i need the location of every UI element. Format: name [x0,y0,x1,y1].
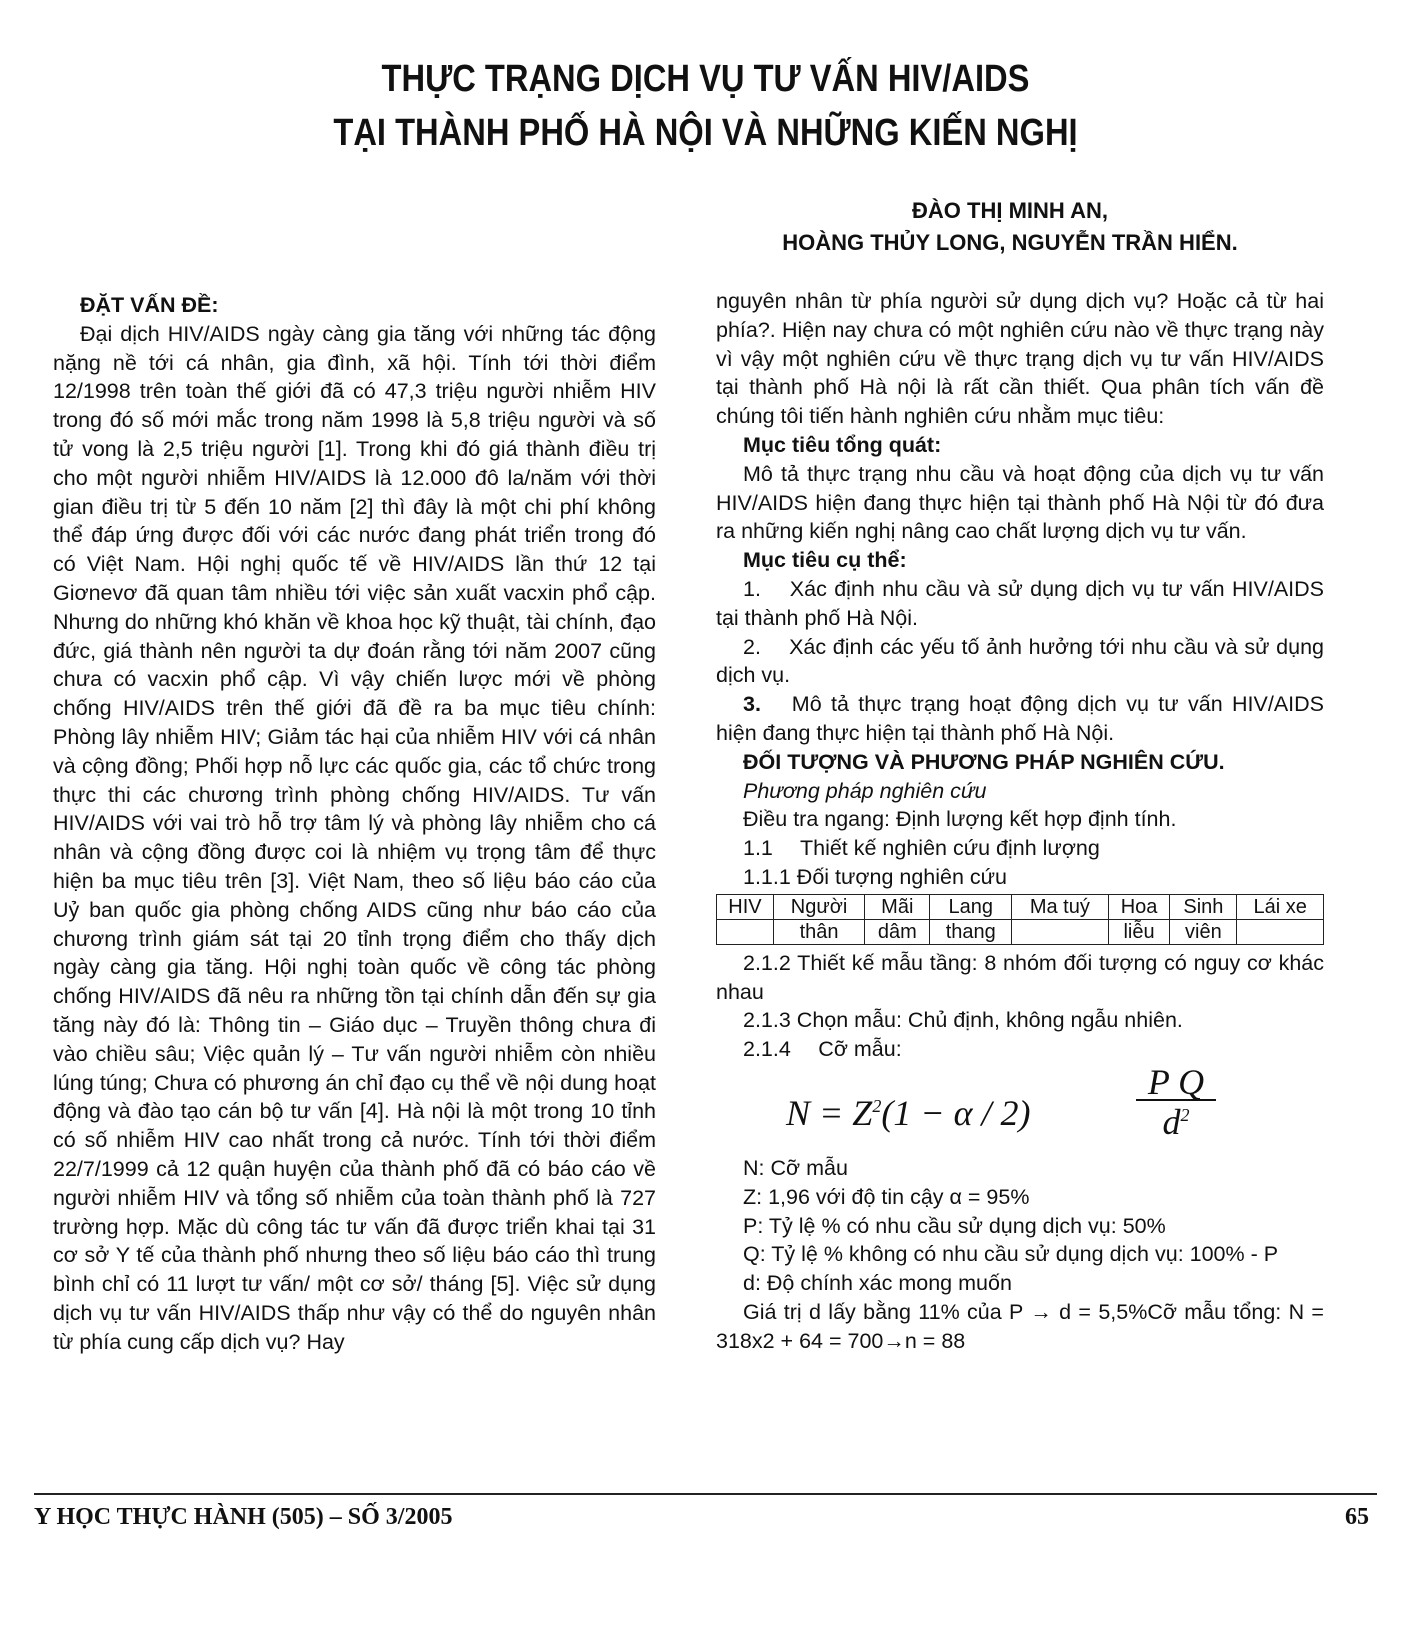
table-cell: Mãi [865,894,930,919]
sample-selection: 2.1.3 Chọn mẫu: Chủ định, không ngẫu nhiên. [743,1008,1183,1033]
formula-denominator-exponent: 2 [1180,1104,1190,1125]
formula-fraction [1136,1061,1216,1142]
formula-lhs [786,1092,1031,1133]
survey-type: Điều tra ngang: Định lượng kết hợp định tính. [743,807,1177,832]
sample-size-formula [716,1061,1324,1154]
formula-denominator [1136,1101,1216,1142]
objective-3-number: 3. [743,692,761,717]
section-heading-introduction: ĐẶT VẤN ĐỀ: [80,293,219,317]
definition-q: Q: Tỷ lệ % không có nhu cầu sử dụng dịch vụ: 100% - P [743,1242,1279,1267]
general-objective-text: Mô tả thực trạng nhu cầu và hoạt động của dịch vụ tư vấn HIV/AIDS hiện đang thực hiện tại thành phố Hà Nội từ đó đưa ra những kiến nghị nâng cao chất lượng dịch vụ tư vấn. [716,461,1324,544]
table-cell [1012,919,1109,944]
sample-design: 2.1.2 Thiết kế mẫu tầng: 8 nhóm đối tượng có nguy cơ khác nhau [716,950,1324,1004]
table-cell: dâm [865,919,930,944]
table-cell: liễu [1108,919,1170,944]
table-row [717,919,1324,944]
table-cell: HIV [717,894,774,919]
journal-name: Y HỌC THỰC HÀNH (505) – SỐ 3/2005 [34,1504,453,1530]
table-cell: Hoa [1108,894,1170,919]
objective-3-text: Mô tả thực trạng hoạt động dịch vụ tư vấn HIV/AIDS hiện đang thực hiện tại thành phố Hà Nội. [716,692,1324,745]
introduction-paragraph: Đại dịch HIV/AIDS ngày càng gia tăng với những tác động nặng nề tới cá nhân, gia đình, xã hội. Tính tới thời điểm 12/1998 trên toàn thế giới đã có 47,3 triệu người nhiễm HIV trong đó số mới mắc trong năm 1998 là 5,8 triệu người và số tử vong là 2,5 triệu người [1]. Trong khi đó giá thành điều trị cho một người nhiễm HIV/AIDS là 12.000 đô la/năm với thời gian điều trị từ 5 đến 10 năm [2] thì đây là một chi phí không thể đáp ứng được đối với các nước đang phát triển trong đó có Việt Nam. Hội nghị quốc tế về HIV/AIDS lần thứ 12 tại Giơnevơ đã quan tâm nhiều tới việc sản xuất vacxin phổ cập. Nhưng do những khó khăn về khoa học kỹ thuật, tài chính, đạo đức, giá thành nên người ta dự đoán rằng tới năm 2007 cũng chưa có vacxin phổ cập. Vì vậy chiến lược mới về phòng chống HIV/AIDS trên thế giới đã đề ra ba mục tiêu chính: Phòng lây nhiễm HIV; Giảm tác hại của nhiễm HIV với cá nhân và cộng đồng; Phối hợp nỗ lực các quốc gia, các tổ chức trong thực thi các chương trình phòng chống HIV/AIDS. Tư vấn HIV/AIDS với vai trò hỗ trợ tâm lý và phòng lây nhiễm cho cá nhân và cộng đồng được coi là nhiệm vụ trọng tâm để thực hiện ba mục tiêu trên [3]. Việt Nam, theo số liệu báo cáo của Uỷ ban quốc gia phòng chống AIDS cũng như báo cáo của chương trình giám sát tại 20 tỉnh trọng điểm cho thấy dịch ngày càng gia tăng. Hội nghị toàn quốc về công tác phòng chống HIV/AIDS đã nêu ra những tồn tại chính dẫn đến sự gia tăng này đó là: Thông tin – Giáo dục – Truyền thông chưa đi vào chiều sâu; Việc quản lý – Tư vấn người nhiễm còn nhiều lúng túng; Chưa có phương án chỉ đạo cụ thể về nội dung hoạt động và đào tạo cán bộ tư vấn [4]. Hà nội là một trong 10 tỉnh có số nhiễm HIV cao nhất trong cả nước. Tính tới thời điểm 22/7/1999 cả 12 quận huyện của thành phố đã có báo cáo về người nhiễm HIV và tổng số nhiễm của toàn thành phố là 727 trường hợp. Mặc dù công tác tư vấn đã được triển khai tại 31 cơ sở Y tế của thành phố nhưng theo số liệu báo cáo thì trung bình chỉ có 11 lượt tư vấn/ một cơ sở/ tháng [5]. Việc sử dụng dịch vụ tư vấn HIV/AIDS thấp như vậy có thể do nguyên nhân từ phía cung cấp dịch vụ? Hay [53,321,656,1354]
objective-1: 1. Xác định nhu cầu và sử dụng dịch vụ tư vấn HIV/AIDS tại thành phố Hà Nội. [716,576,1324,630]
definition-d: d: Độ chính xác mong muốn [743,1271,1012,1296]
general-objective-heading: Mục tiêu tổng quát: [743,432,942,457]
formula-exponent: 2 [872,1095,882,1116]
formula-n-equals-z: N = Z [786,1092,873,1133]
objective-2: 2. Xác định các yếu tố ảnh hưởng tới nhu cầu và sử dụng dịch vụ. [716,634,1324,688]
authors [740,195,1280,259]
methods-subheading: Phương pháp nghiên cứu [743,778,987,803]
introduction-continuation: nguyên nhân từ phía người sử dụng dịch vụ? Hoặc cả từ hai phía?. Hiện nay chưa có một nghiên cứu nào về thực trạng này vì vậy một nghiên cứu về thực trạng dịch vụ tư vấn HIV/AIDS tại thành phố Hà nội là rất cần thiết. Qua phân tích vấn đề chúng tôi tiến hành nghiên cứu nhằm mục tiêu: [716,289,1324,429]
specific-objectives-heading: Mục tiêu cụ thể: [743,548,907,573]
sample-size: 2.1.4 Cỡ mẫu: [743,1037,902,1062]
page-number: 65 [1345,1504,1369,1530]
definition-z: Z: 1,96 với độ tin cậy α = 95% [743,1184,1030,1209]
table-cell: Lang [930,894,1012,919]
table-cell: Sinh [1170,894,1237,919]
right-column [716,287,1324,1356]
table-cell [717,919,774,944]
definition-n: N: Cỡ mẫu [743,1155,848,1180]
formula-middle: (1 − α / 2) [881,1092,1031,1133]
formula-denominator-base: d [1162,1101,1181,1142]
authors-line-2: HOÀNG THỦY LONG, NGUYỄN TRẦN HIỂN. [782,230,1238,255]
table-cell [1237,919,1324,944]
objective-3 [716,690,1324,748]
table-row [717,894,1324,919]
table-cell: thân [773,919,864,944]
definition-p: P: Tỷ lệ % có nhu cầu sử dụng dịch vụ: 50% [743,1213,1166,1238]
table-cell: thang [930,919,1012,944]
formula-numerator: P Q [1136,1068,1216,1101]
table-cell: Người [773,894,864,919]
title-line-2: TẠI THÀNH PHỐ HÀ NỘI VÀ NHỮNG KIẾN NGHỊ [333,112,1078,154]
study-subjects: 1.1.1 Đối tượng nghiên cứu [743,864,1008,889]
subjects-table [716,894,1324,945]
methods-heading: ĐỐI TƯỢNG VÀ PHƯƠNG PHÁP NGHIÊN CỨU. [743,749,1225,774]
title-line-1: THỰC TRẠNG DỊCH VỤ TƯ VẤN HIV/AIDS [381,58,1030,100]
table-cell: viên [1170,919,1237,944]
table-cell: Lái xe [1237,894,1324,919]
footer-divider [34,1493,1377,1495]
authors-line-1: ĐÀO THỊ MINH AN, [912,198,1108,223]
study-design: 1.1 Thiết kế nghiên cứu định lượng [743,836,1100,861]
table-cell: Ma tuý [1012,894,1109,919]
left-column [53,291,656,1356]
article-title [99,52,1312,160]
sample-calculation: Giá trị d lấy bằng 11% của P → d = 5,5%Cỡ mẫu tổng: N = 318x2 + 64 = 700→n = 88 [716,1299,1324,1353]
